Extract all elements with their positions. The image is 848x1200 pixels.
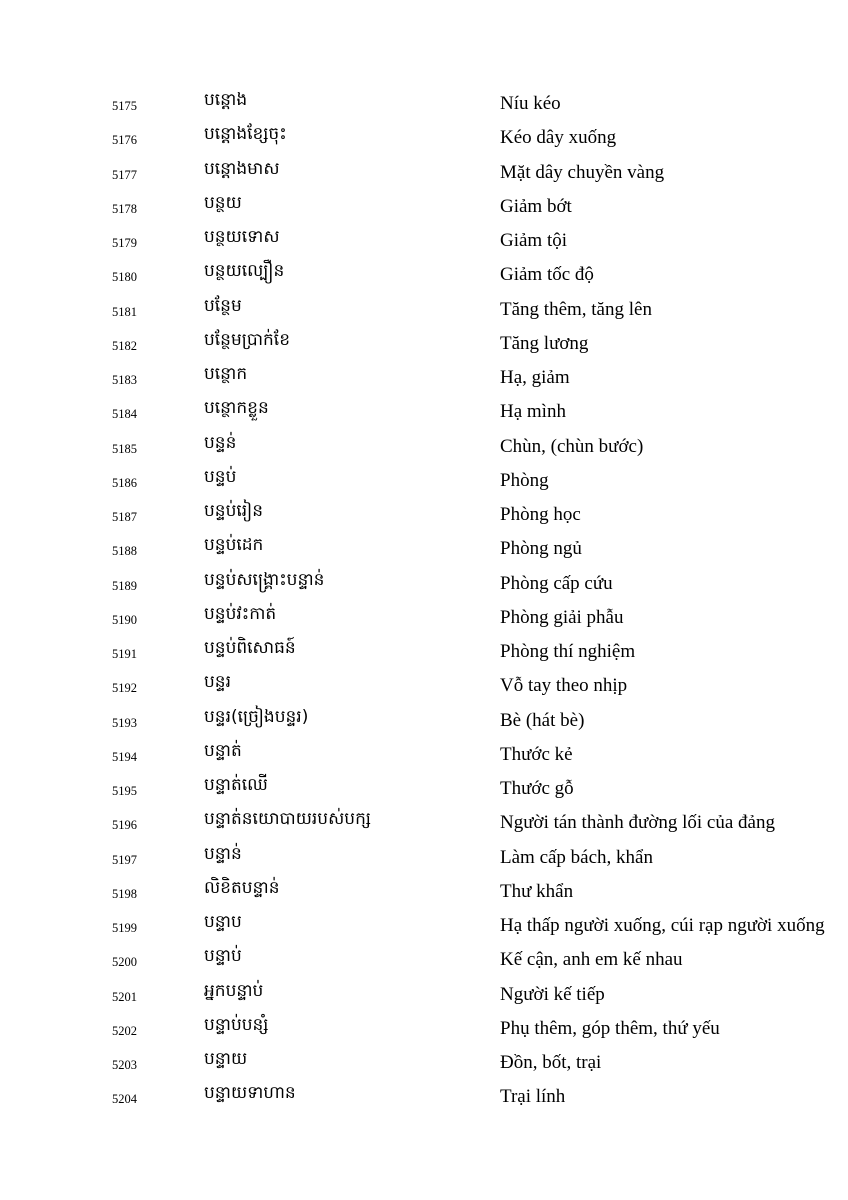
khmer-term: បន្ទប់ដេក: [204, 535, 264, 556]
khmer-term: បន្ថោក: [204, 364, 248, 384]
khmer-term: បន្ទាន់: [204, 843, 242, 864]
dictionary-entry: [0, 942, 848, 976]
vietnamese-translation: Người kế tiếp: [500, 983, 605, 1005]
vietnamese-translation: Người tán thành đường lối của đảng: [500, 812, 775, 834]
dictionary-entry: [0, 120, 848, 154]
khmer-term: បន្ទាត់: [204, 740, 242, 761]
vietnamese-translation: Hạ, giảm: [500, 367, 570, 388]
khmer-term: អ្នកបន្ទាប់: [204, 980, 264, 1001]
vietnamese-translation: Đồn, bốt, trại: [500, 1052, 602, 1073]
khmer-term: បន្ទន់: [204, 432, 237, 453]
khmer-term: បន្ថយ: [204, 192, 242, 213]
dictionary-entry: [0, 1045, 848, 1079]
khmer-term: បន្ទរ(ច្រៀងបន្ទរ): [204, 706, 309, 727]
entry-number: 5198: [112, 886, 137, 901]
entry-number: 5201: [112, 989, 137, 1004]
dictionary-entry: [0, 737, 848, 771]
dictionary-entry: [0, 703, 848, 737]
entry-number: 5199: [112, 921, 137, 935]
vietnamese-translation: Hạ mình: [500, 401, 566, 423]
entry-number: 5189: [112, 578, 137, 593]
entry-number: 5187: [112, 510, 137, 524]
dictionary-entry-list: [0, 86, 848, 1114]
entry-number: 5202: [112, 1023, 137, 1038]
entry-number: 5183: [112, 373, 137, 387]
dictionary-entry: [0, 497, 848, 531]
vietnamese-translation: Phòng giải phẫu: [500, 606, 624, 628]
khmer-term: បន្ថយល្បឿន: [204, 261, 285, 282]
entry-number: 5192: [112, 681, 137, 696]
khmer-term: បន្តោង: [204, 90, 248, 110]
dictionary-entry: [0, 566, 848, 600]
vietnamese-translation: Giảm tội: [500, 230, 568, 251]
entry-number: 5196: [112, 818, 137, 833]
vietnamese-translation: Chùn, (chùn bước): [500, 435, 644, 457]
entry-number: 5203: [112, 1058, 137, 1072]
entry-number: 5179: [112, 236, 137, 250]
dictionary-entry: [0, 531, 848, 565]
dictionary-entry: [0, 1079, 848, 1113]
khmer-term: បន្ទប់ពិសោធន៍: [204, 638, 296, 658]
dictionary-entry: [0, 634, 848, 668]
khmer-term: បន្ថោកខ្លួន: [204, 398, 269, 419]
vietnamese-translation: Bè (hát bè): [500, 709, 585, 731]
dictionary-entry: [0, 257, 848, 291]
dictionary-entry: [0, 86, 848, 120]
entry-number: 5182: [112, 338, 137, 353]
entry-number: 5190: [112, 612, 137, 627]
khmer-term: បន្ថែម: [204, 295, 242, 316]
khmer-term: បន្ទាប់: [204, 946, 242, 967]
entry-number: 5188: [112, 544, 137, 559]
entry-number: 5175: [112, 99, 137, 113]
khmer-term: បន្តោងមាស: [204, 158, 280, 179]
vietnamese-translation: Giảm tốc độ: [500, 264, 594, 286]
khmer-term: លិខិតបន្ទាន់: [204, 877, 280, 898]
vietnamese-translation: Vỗ tay theo nhịp: [500, 675, 628, 697]
dictionary-entry: [0, 155, 848, 189]
vietnamese-translation: Thước gỗ: [500, 778, 574, 799]
dictionary-entry: [0, 189, 848, 223]
vietnamese-translation: Mặt dây chuyền vàng: [500, 161, 665, 183]
khmer-term: បន្ទប់វះកាត់: [204, 603, 277, 624]
entry-number: 5181: [112, 304, 137, 319]
vietnamese-translation: Thư khẩn: [500, 880, 574, 902]
khmer-term: បន្ទាត់ឈើ: [204, 775, 268, 795]
vietnamese-translation: Phụ thêm, góp thêm, thứ yếu: [500, 1017, 720, 1039]
vietnamese-translation: Phòng thí nghiệm: [500, 641, 636, 662]
dictionary-entry: [0, 360, 848, 394]
entry-number: 5178: [112, 201, 137, 216]
entry-number: 5193: [112, 715, 137, 730]
vietnamese-translation: Tăng thêm, tăng lên: [500, 298, 652, 320]
entry-number: 5186: [112, 475, 137, 490]
khmer-term: បន្ទាត់នយោបាយរបស់បក្ស: [204, 809, 371, 830]
entry-number: 5177: [112, 167, 137, 182]
vietnamese-translation: Phòng: [500, 469, 549, 491]
dictionary-entry: [0, 1011, 848, 1045]
khmer-term: បន្ថែមប្រាក់ខែ: [204, 329, 290, 350]
entry-number: 5176: [112, 133, 137, 148]
vietnamese-translation: Trại lính: [500, 1086, 566, 1108]
vietnamese-translation: Kéo dây xuống: [500, 127, 617, 149]
khmer-term: បន្ទាយ: [204, 1049, 248, 1069]
khmer-term: បន្ទរ: [204, 672, 231, 693]
dictionary-entry: [0, 600, 848, 634]
vietnamese-translation: Giảm bớt: [500, 195, 572, 217]
dictionary-entry: [0, 805, 848, 839]
dictionary-entry: [0, 908, 848, 942]
entry-number: 5184: [112, 407, 137, 422]
khmer-term: បន្ទាយទាហាន: [204, 1083, 296, 1104]
entry-number: 5195: [112, 784, 137, 798]
khmer-term: បន្ទប់សង្គ្រោះបន្ទាន់: [204, 569, 325, 590]
entry-number: 5180: [112, 270, 137, 285]
vietnamese-translation: Tăng lương: [500, 332, 589, 354]
dictionary-entry: [0, 223, 848, 257]
entry-number: 5191: [112, 647, 137, 661]
vietnamese-translation: Níu kéo: [500, 93, 561, 114]
khmer-term: បន្ទប់រៀន: [204, 501, 264, 521]
entry-number: 5185: [112, 441, 137, 456]
dictionary-entry: [0, 771, 848, 805]
entry-number: 5197: [112, 852, 137, 867]
dictionary-entry: [0, 840, 848, 874]
vietnamese-translation: Thước kẻ: [500, 743, 573, 765]
vietnamese-translation: Phòng cấp cứu: [500, 572, 613, 594]
khmer-term: បន្ថយទោស: [204, 227, 280, 247]
dictionary-entry: [0, 977, 848, 1011]
dictionary-entry: [0, 292, 848, 326]
entry-number: 5200: [112, 955, 137, 970]
entry-number: 5204: [112, 1092, 137, 1107]
vietnamese-translation: Hạ thấp người xuống, cúi rạp người xuống: [500, 915, 825, 936]
dictionary-entry: [0, 874, 848, 908]
dictionary-entry: [0, 429, 848, 463]
vietnamese-translation: Phòng học: [500, 504, 581, 525]
dictionary-entry: [0, 394, 848, 428]
dictionary-entry: [0, 463, 848, 497]
khmer-term: បន្តោងខ្សែចុះ: [204, 124, 287, 145]
vietnamese-translation: Phòng ngủ: [500, 538, 582, 560]
entry-number: 5194: [112, 749, 137, 764]
khmer-term: បន្ទាប់បន្សំ: [204, 1014, 269, 1035]
dictionary-entry: [0, 668, 848, 702]
khmer-term: បន្ទាប: [204, 912, 242, 932]
khmer-term: បន្ទប់: [204, 466, 237, 487]
dictionary-entry: [0, 326, 848, 360]
vietnamese-translation: Làm cấp bách, khẩn: [500, 846, 653, 868]
vietnamese-translation: Kế cận, anh em kế nhau: [500, 949, 683, 971]
